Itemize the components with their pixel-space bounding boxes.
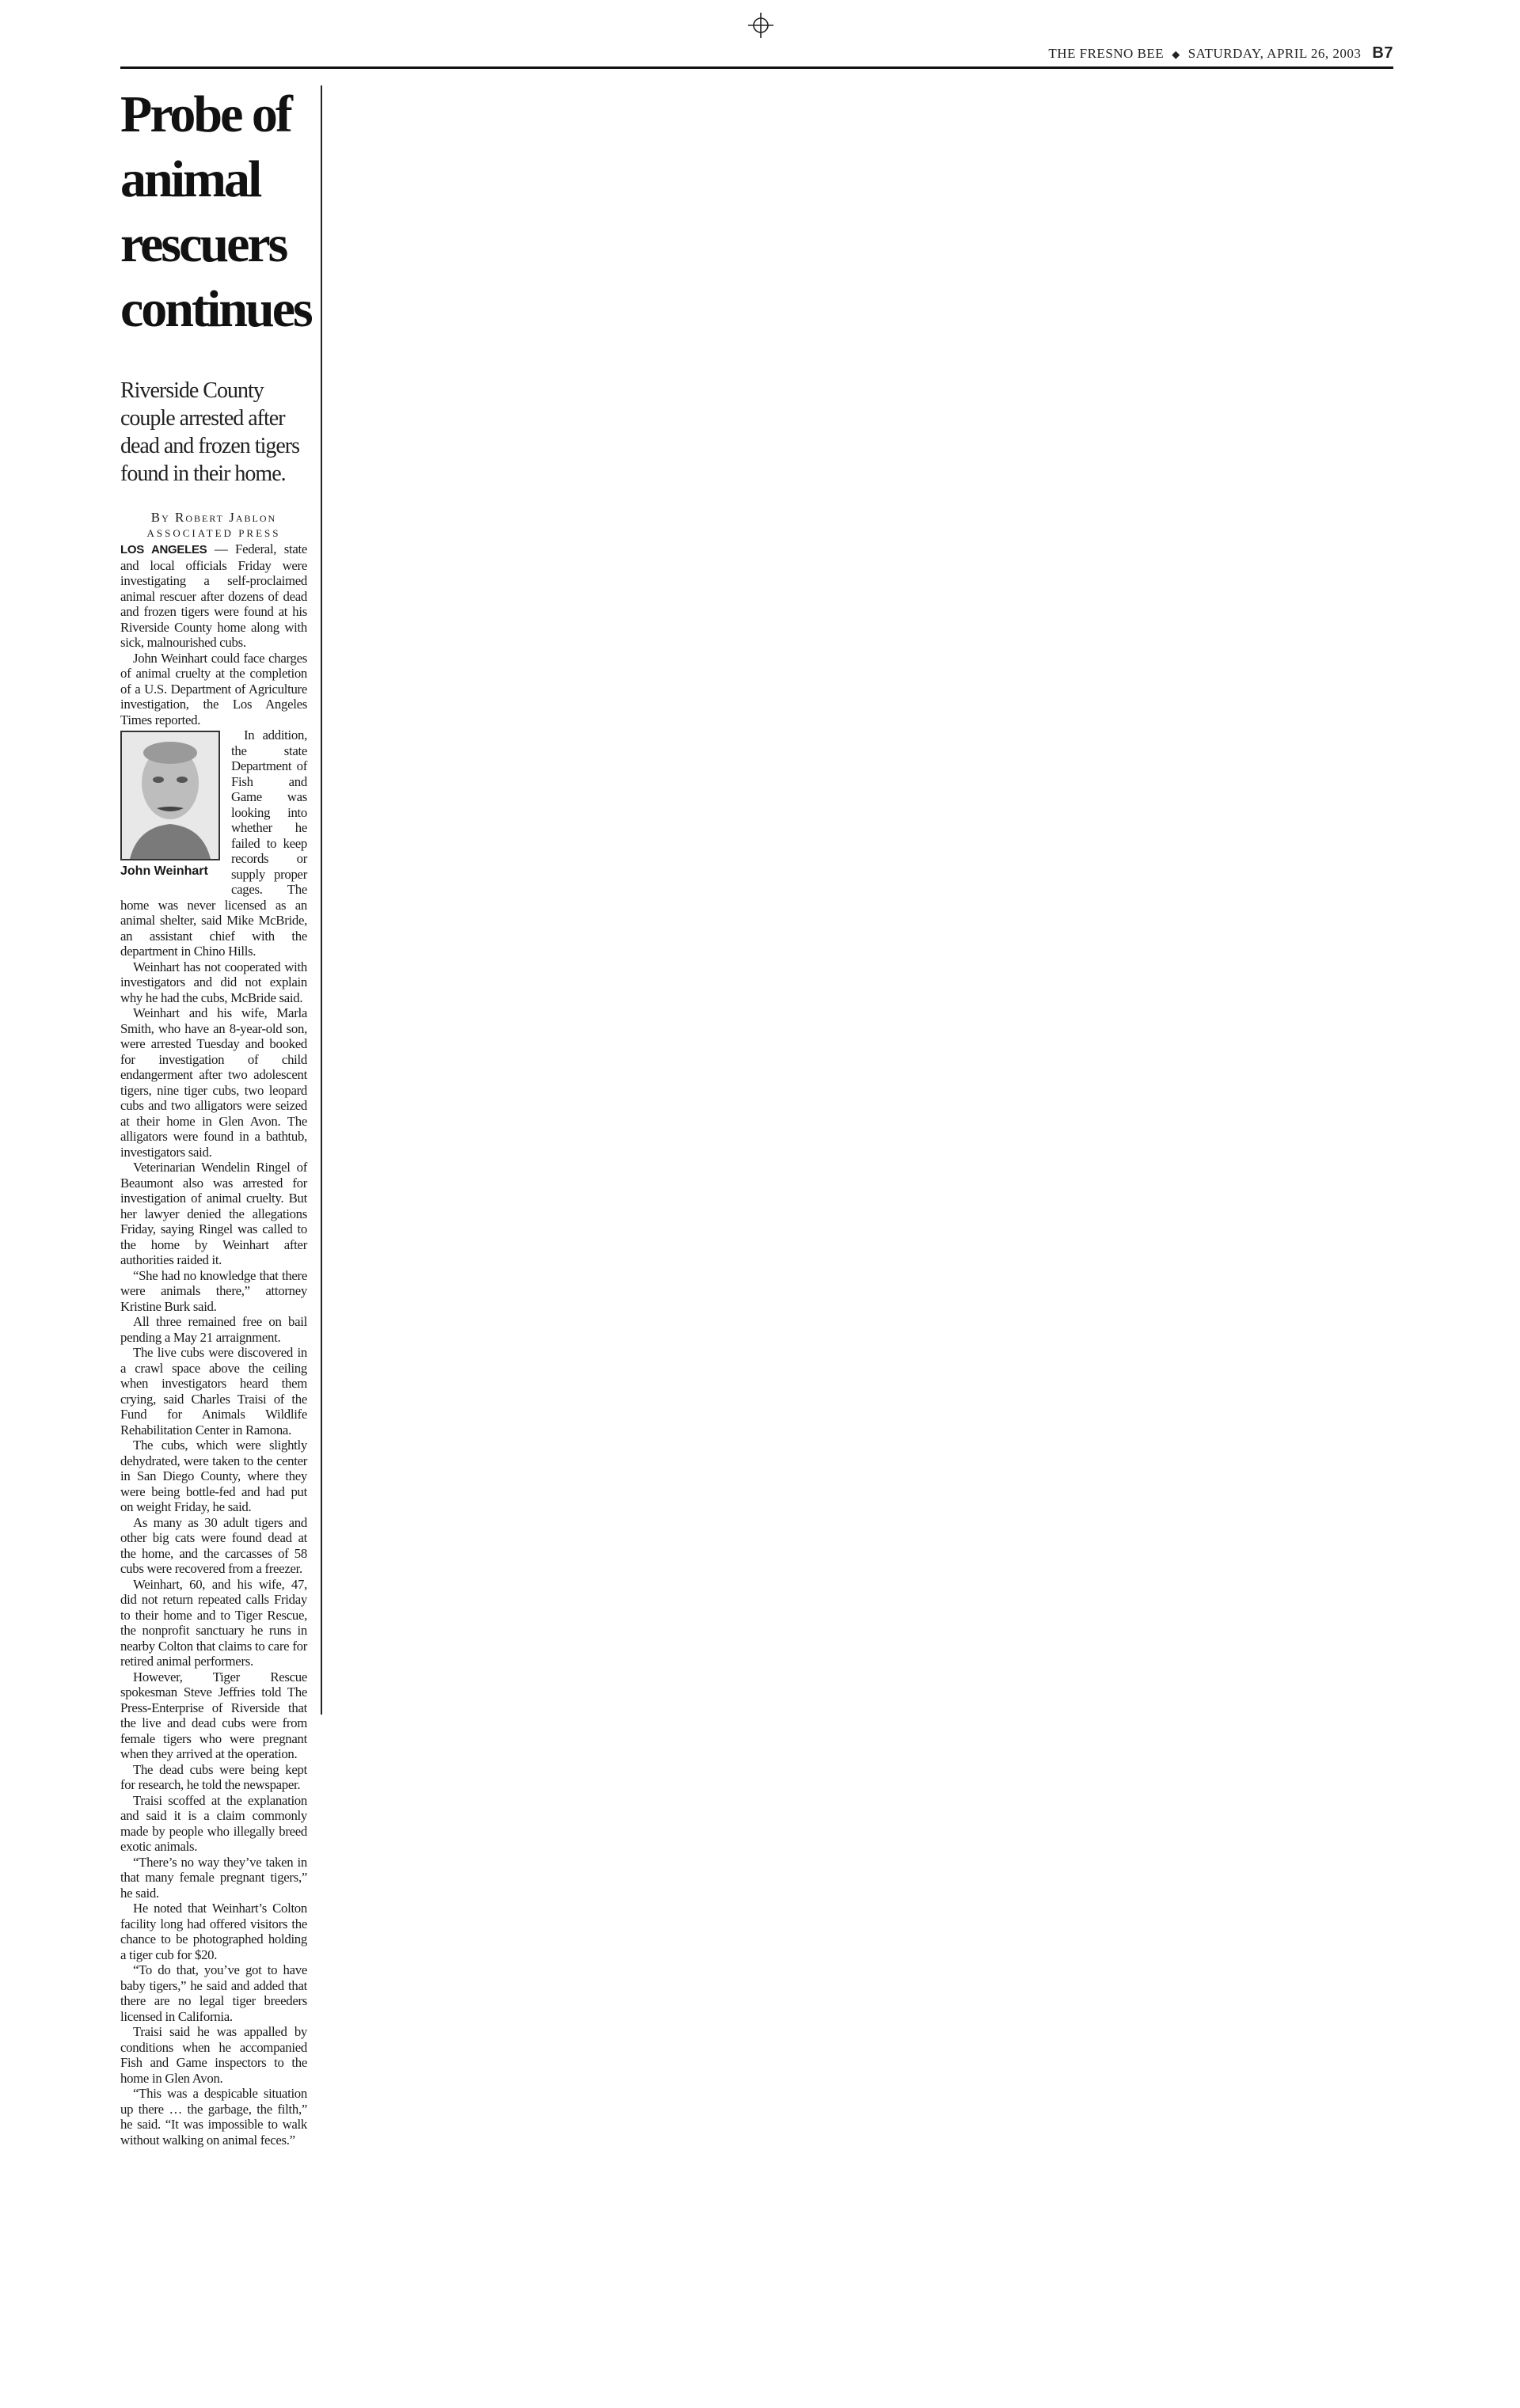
article-paragraph: As many as 30 adult tigers and other big cats were found dead at the home, and the carcasses of 58 cubs were recovered from a freezer. <box>120 1514 307 1576</box>
article-paragraph: The live cubs were discovered in a crawl space above the ceiling when investigators heard them crying, said Charles Traisi of the Fund for Animals Wildlife Rehabilitation Center in Ramona. <box>120 1345 307 1438</box>
article-paragraph: John Weinhart could face charges of animal cruelty at the completion of a U.S. Department of Agriculture investigation, the Los Angeles Times reported. <box>120 650 307 727</box>
registration-mark-icon <box>747 11 775 40</box>
article-paragraph: All three remained free on bail pending a May 21 arraignment. <box>120 1314 307 1345</box>
article-paragraph: Traisi scoffed at the explanation and said it is a claim commonly made by people who illegally breed exotic animals. <box>120 1792 307 1854</box>
masthead-rule <box>120 66 1393 69</box>
separator-diamond-icon: ◆ <box>1172 48 1180 60</box>
masthead <box>120 44 1393 68</box>
article <box>120 82 311 2148</box>
article-paragraph: However, Tiger Rescue spokesman Steve Jeffries told The Press-Enterprise of Riverside that the live and dead cubs were from female tigers who were pregnant when they arrived at the operation. <box>120 1669 307 1761</box>
article-paragraph: “This was a despicable situation up there … the garbage, the filth,” he said. “It was impossible to walk without walking on animal feces.” <box>120 2086 307 2148</box>
article-paragraph: “She had no knowledge that there were animals there,” attorney Kristine Burk said. <box>120 1267 307 1314</box>
article-paragraph: “To do that, you’ve got to have baby tigers,” he said and added that there are no legal tiger breeders licensed in California. <box>120 1962 307 2024</box>
article-body <box>120 541 307 2148</box>
article-paragraph: Traisi said he was appalled by conditions when he accompanied Fish and Game inspectors to the home in Glen Avon. <box>120 2024 307 2086</box>
dateline: LOS ANGELES <box>120 543 207 556</box>
article-paragraph: Weinhart and his wife, Marla Smith, who have an 8-year-old son, were arrested Tuesday and booked for investigation of child endangerment after two adolescent tigers, nine tiger cubs, two leopard cubs and two alligators were seized at their home in Glen Avon. The alligators were found in a bathtub, investigators said. <box>120 1005 307 1160</box>
issue-date: SATURDAY, APRIL 26, 2003 <box>1188 46 1362 61</box>
agency-credit: ASSOCIATED PRESS <box>146 527 281 539</box>
byline: By Robert Jablon <box>150 510 277 525</box>
paper-name: THE FRESNO BEE <box>1048 46 1165 61</box>
article-paragraph: LOS ANGELES — Federal, state and local officials Friday were investigating a self-proclaimed animal rescuer after dozens of dead and frozen tigers were found at his Riverside County home along with sick, malnourished cubs. <box>120 541 307 650</box>
photo-caption: John Weinhart <box>120 864 208 878</box>
page-number: B7 <box>1372 44 1393 62</box>
article-paragraph: The dead cubs were being kept for research, he told the newspaper. <box>120 1761 307 1792</box>
article-paragraph: Weinhart, 60, and his wife, 47, did not return repeated calls Friday to their home and to Tiger Rescue, the nonprofit sanctuary he runs in nearby Colton that claims to care for retired animal performers. <box>120 1576 307 1669</box>
article-paragraph: “There’s no way they’ve taken in that many female pregnant tigers,” he said. <box>120 1854 307 1901</box>
article-paragraph: In addition, the state Department of Fish and Game was looking into whether he failed to keep records or supply proper cages. The home was never licensed as an animal shelter, said Mike McBride, an assistant chief with the department in Chino Hills. <box>120 727 307 959</box>
photo-block <box>120 731 222 879</box>
article-paragraph: Weinhart has not cooperated with investigators and did not explain why he had the cubs, McBride said. <box>120 959 307 1005</box>
portrait-photo <box>120 731 220 860</box>
headline: Probe of animal rescuers continues <box>120 85 311 338</box>
article-paragraph: The cubs, which were slightly dehydrated, were taken to the center in San Diego County, where they were being bottle-fed and had put on weight Friday, he said. <box>120 1438 307 1514</box>
column-rule <box>321 85 322 1715</box>
article-paragraph: He noted that Weinhart’s Colton facility long had offered visitors the chance to be photographed holding a tiger cub for $20. <box>120 1901 307 1962</box>
subheadline: Riverside County couple arrested after dead and frozen tigers found in their home. <box>120 378 299 486</box>
article-paragraph: Veterinarian Wendelin Ringel of Beaumont also was arrested for investigation of animal cruelty. But her lawyer denied the allegations Friday, saying Ringel was called to the home by Weinhart after authorities raided it. <box>120 1160 307 1267</box>
